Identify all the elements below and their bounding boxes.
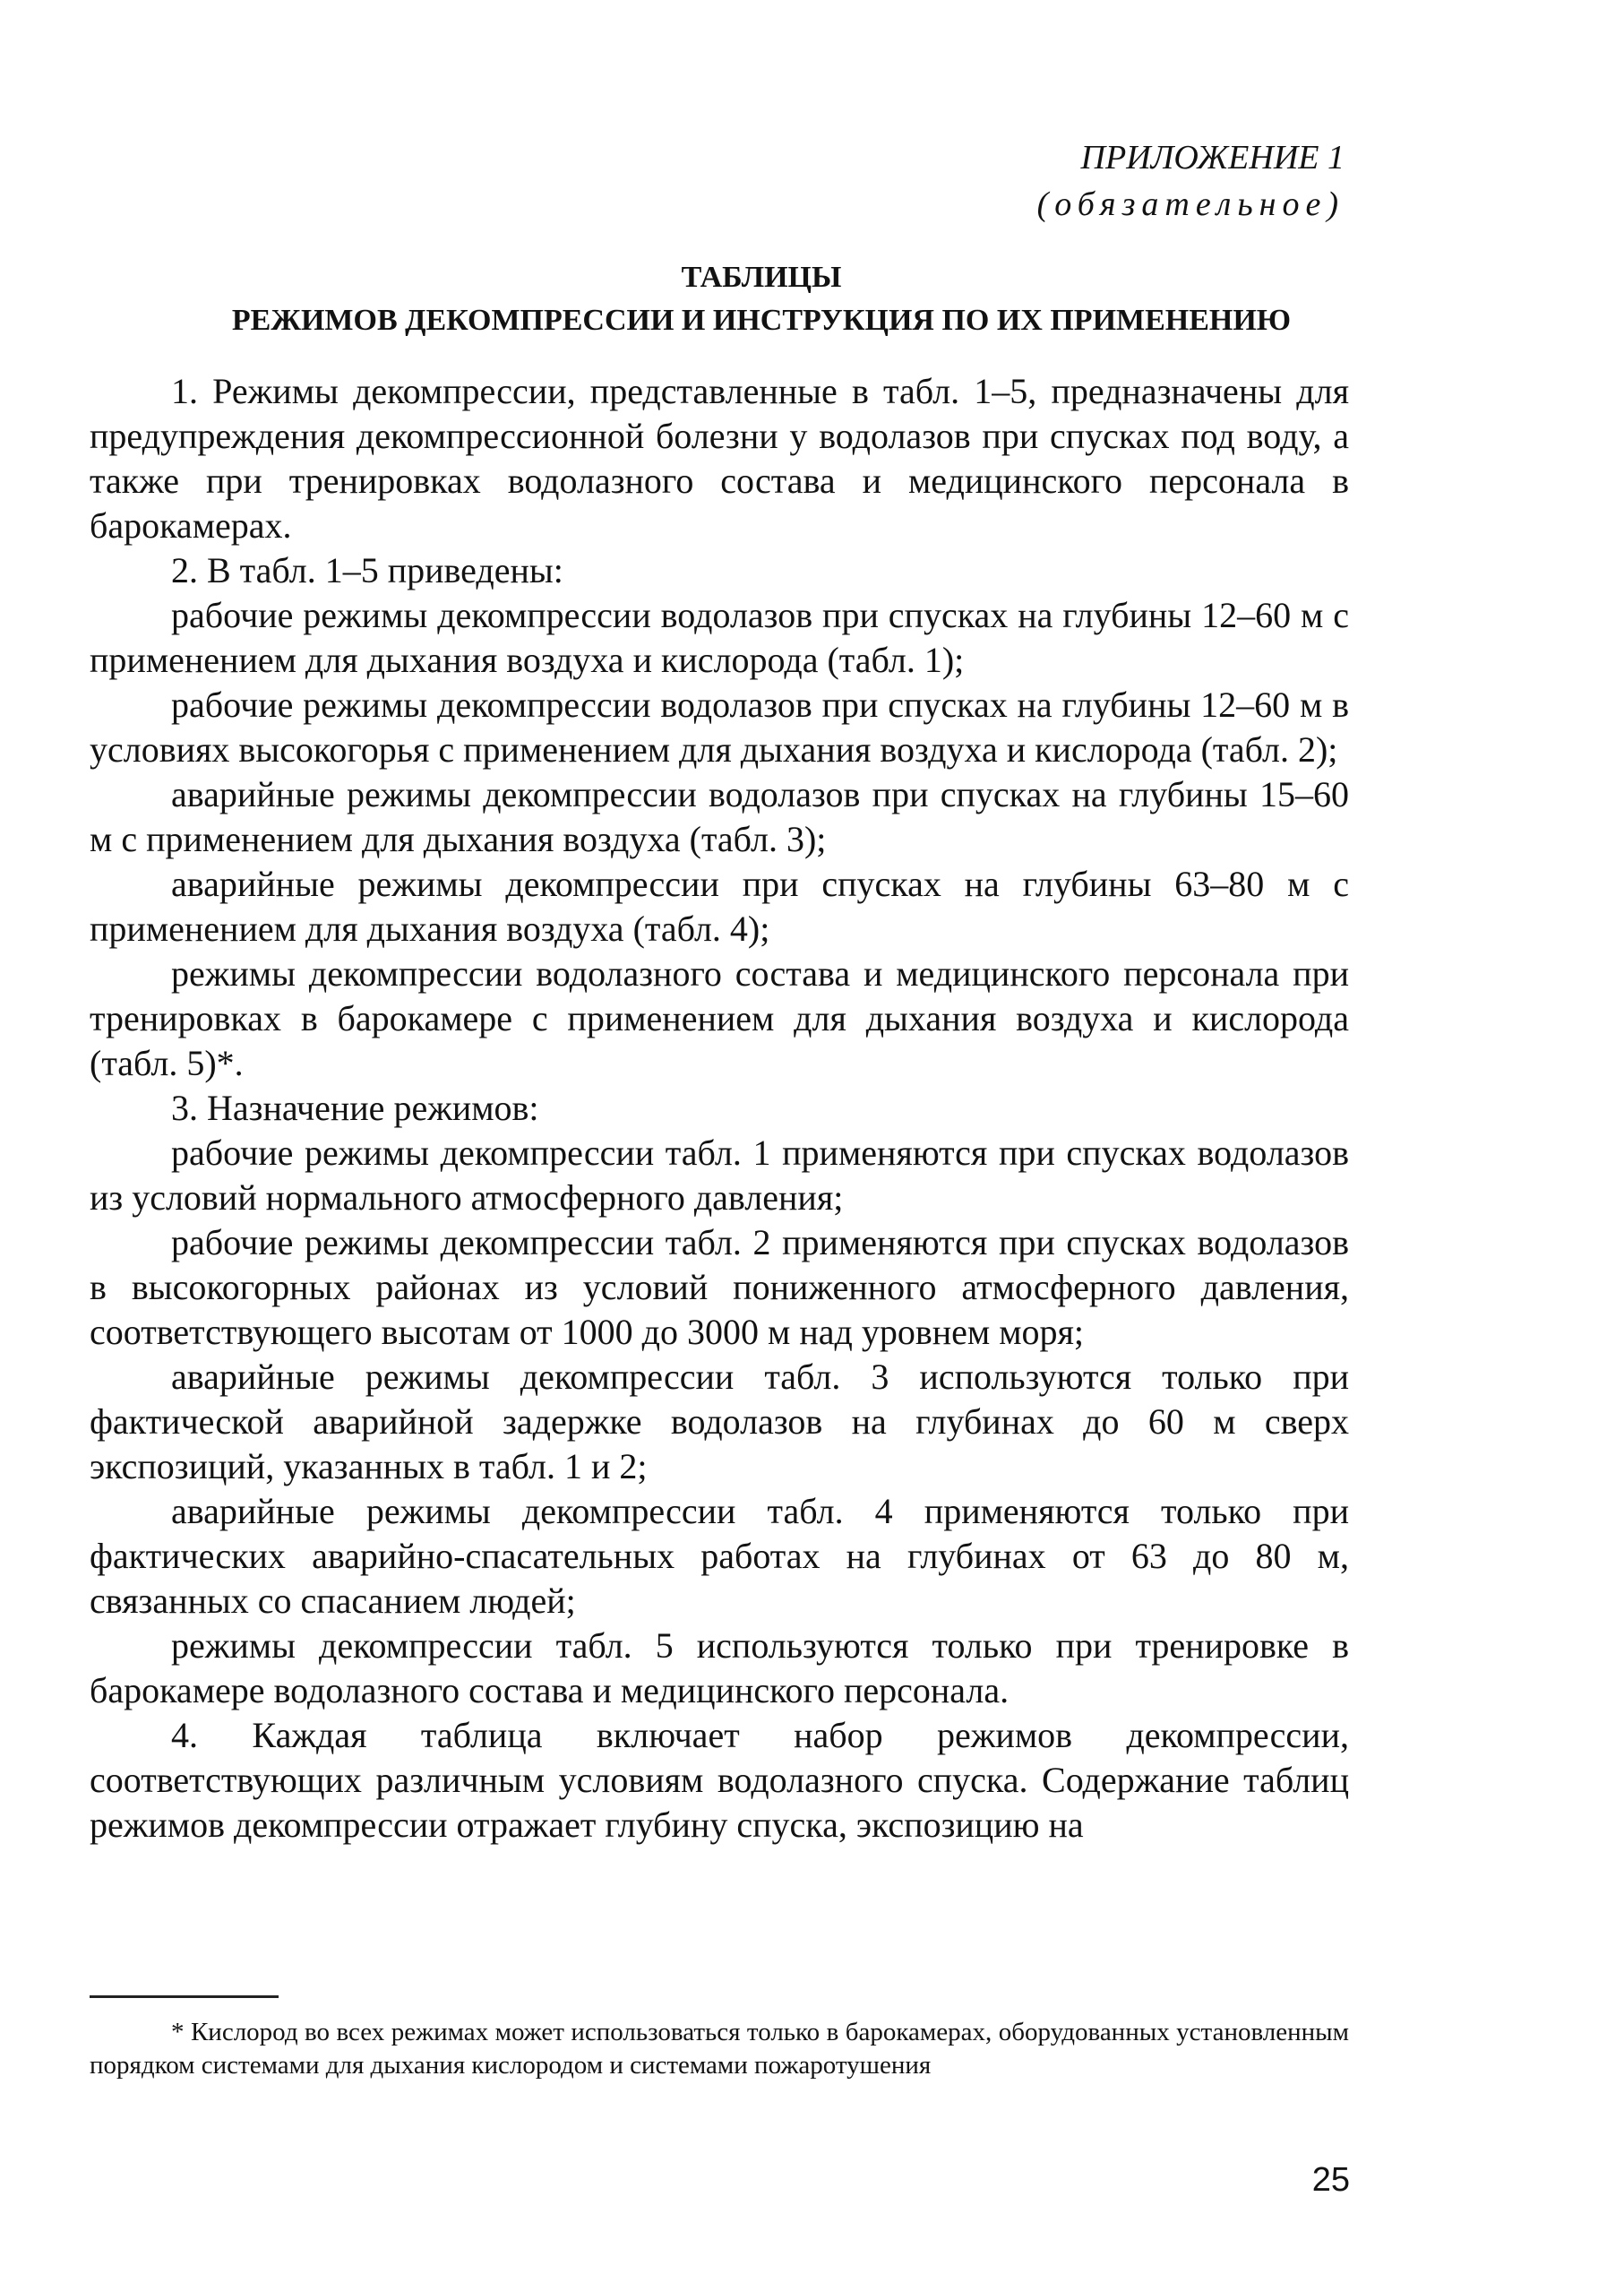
body-text bbox=[90, 369, 1349, 1848]
paragraph-13: режимы декомпрессии табл. 5 используются только при тренировке в барокамере водолазного состава и медицинского персонала. bbox=[90, 1625, 1349, 1710]
paragraph-3: рабочие режимы декомпрессии водолазов при спусках на глубины 12–60 м с применением для дыхания воздуха и кислорода (табл. 1); bbox=[90, 595, 1349, 680]
paragraph-10: рабочие режимы декомпрессии табл. 2 применяются при спусках водолазов в высокогорных районах из условий пониженного атмосферного давления, соответствующего высотам от 1000 до 3000 м над уровнем моря; bbox=[90, 1222, 1349, 1352]
appendix-title: ПРИЛОЖЕНИЕ 1 bbox=[1080, 139, 1345, 177]
paragraph-1: 1. Режимы декомпрессии, представленные в табл. 1–5, предназначены для предупреждения декомпрессионной болезни у водолазов при спусках под воду, а также при тренировках водолазного состава и медицинского персонала в барокамерах. bbox=[90, 371, 1349, 546]
paragraph-9: рабочие режимы декомпрессии табл. 1 применяются при спусках водолазов из условий нормального атмосферного давления; bbox=[90, 1133, 1349, 1218]
paragraph-14: 4. Каждая таблица включает набор режимов декомпрессии, соответствующих различным условиям водолазного спуска. Содержание таблиц режимов декомпрессии отражает глубину спуска, экспозицию на bbox=[90, 1715, 1349, 1845]
paragraph-8: 3. Назначение режимов: bbox=[171, 1088, 539, 1128]
paragraph-2: 2. В табл. 1–5 приведены: bbox=[171, 550, 563, 590]
paragraph-11: аварийные режимы декомпрессии табл. 3 используются только при фактической аварийной задержке водолазов на глубинах до 60 м сверх экспозиций, указанных в табл. 1 и 2; bbox=[90, 1357, 1349, 1486]
footnote-divider bbox=[90, 1995, 279, 1998]
paragraph-12: аварийные режимы декомпрессии табл. 4 применяются только при фактических аварийно-спасательных работах на глубинах от 63 до 80 м, связанных со спасанием людей; bbox=[90, 1491, 1349, 1621]
paragraph-7: режимы декомпрессии водолазного состава и медицинского персонала при тренировках в барокамере с применением для дыхания воздуха и кислорода (табл. 5)*. bbox=[90, 953, 1349, 1083]
paragraph-5: аварийные режимы декомпрессии водолазов при спусках на глубины 15–60 м с применением для дыхания воздуха (табл. 3); bbox=[90, 774, 1349, 859]
paragraph-6: аварийные режимы декомпрессии при спусках на глубины 63–80 м с применением для дыхания воздуха (табл. 4); bbox=[90, 864, 1349, 949]
page-number: 25 bbox=[1311, 2161, 1350, 2199]
heading-line-1: ТАБЛИЦЫ bbox=[681, 261, 842, 294]
appendix-label bbox=[1037, 134, 1345, 228]
paragraph-4: рабочие режимы декомпрессии водолазов при спусках на глубины 12–60 м в условиях высокогорья с применением для дыхания воздуха и кислорода (табл. 2); bbox=[90, 685, 1349, 770]
section-heading bbox=[90, 256, 1433, 342]
footnote: * Кислород во всех режимах может использоваться только в барокамерах, оборудованных установленным порядком системами для дыхания кислородом и системами пожаротушения bbox=[90, 2018, 1349, 2080]
appendix-subtitle: (обязательное) bbox=[1036, 185, 1345, 223]
heading-line-2: РЕЖИМОВ ДЕКОМПРЕССИИ И ИНСТРУКЦИЯ ПО ИХ ПРИМЕНЕНИЮ bbox=[231, 304, 1292, 337]
